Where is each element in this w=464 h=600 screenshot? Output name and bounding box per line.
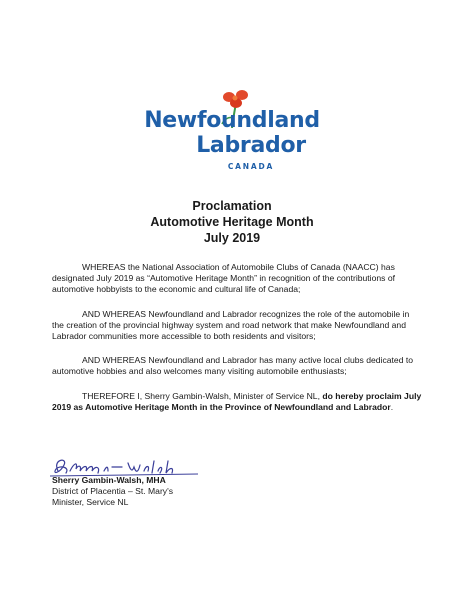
paragraph-whereas-3: AND WHEREAS Newfoundland and Labrador has many active local clubs dedicated to automotive hobbies and also welcomes many visiting automobile enthusiasts; bbox=[52, 355, 414, 377]
therefore-text: THEREFORE I, Sherry Gambin-Walsh, Minister of Service NL, bbox=[82, 390, 323, 401]
signatory-title: Minister, Service NL bbox=[52, 497, 129, 507]
paragraph-whereas-2: AND WHEREAS Newfoundland and Labrador recognizes the role of the automobile in the creation of the provincial highway system and road network that make Newfoundland and Labrador communities more accessible to both residents and visitors; bbox=[52, 308, 410, 342]
proclamation-body bbox=[52, 262, 422, 413]
therefore-proclamation-bold: do hereby proclaim July 2019 as Automotive Heritage Month in the Province of Newfoundland and Labrador bbox=[52, 390, 422, 412]
therefore-end: . bbox=[390, 401, 394, 412]
logo-wordmark-canada: CANADA bbox=[227, 162, 275, 171]
logo-wordmark-labrador: Labrador bbox=[196, 133, 306, 158]
signatory-name: Sherry Gambin-Walsh, MHA bbox=[52, 475, 166, 485]
title-line-date: July 2019 bbox=[203, 231, 261, 245]
logo-wordmark-newfoundland: Newfoundland bbox=[144, 108, 320, 133]
paragraph-whereas-1: WHEREAS the National Association of Automobile Clubs of Canada (NAACC) has designated July 2019 as “Automotive Heritage Month” in recognition of the contributions of automotive hobbyists to the economic and cultural life of Canada; bbox=[52, 262, 395, 295]
title-line-proclamation: Proclamation bbox=[192, 199, 272, 213]
signatory-district: District of Placentia – St. Mary's bbox=[52, 486, 174, 496]
proclamation-title bbox=[0, 198, 464, 246]
signatory-block bbox=[52, 475, 173, 508]
title-line-month: Automotive Heritage Month bbox=[150, 215, 314, 229]
paragraph-therefore bbox=[52, 391, 422, 413]
